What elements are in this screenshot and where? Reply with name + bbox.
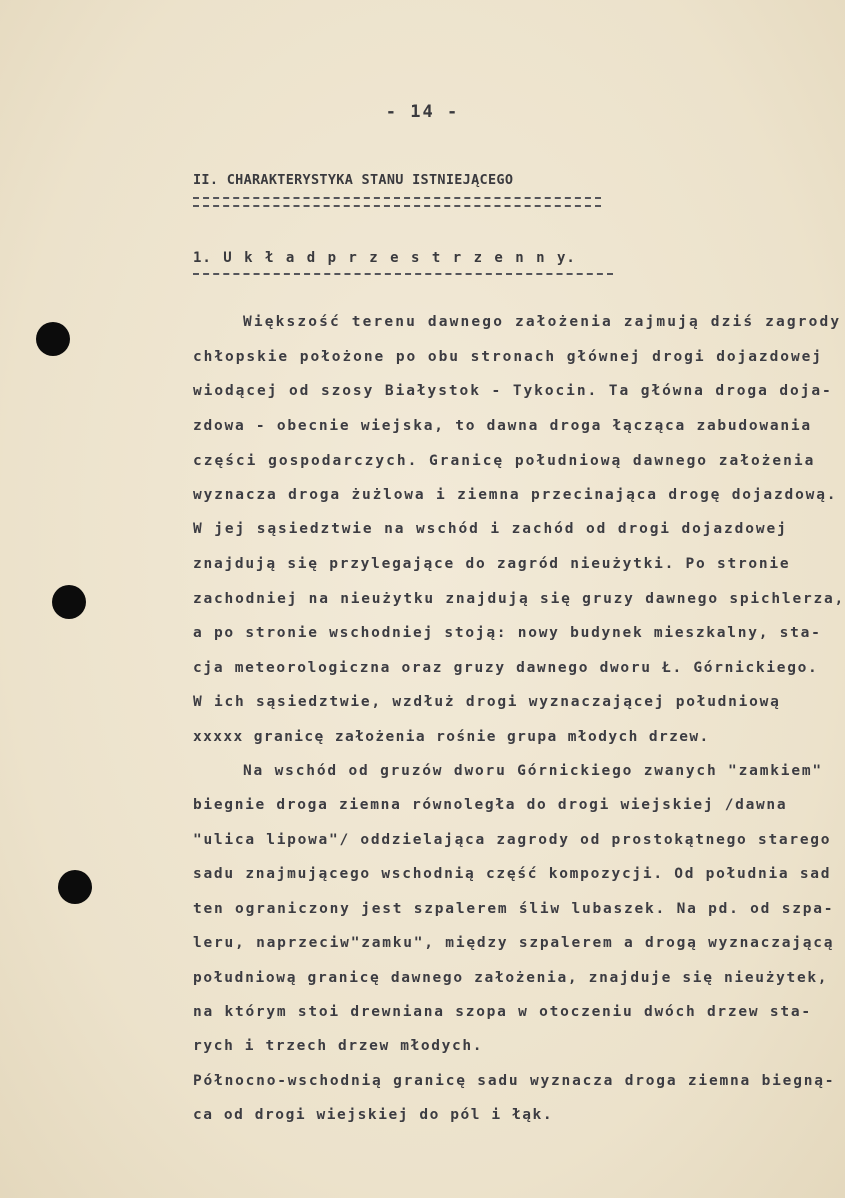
body-line: leru, naprzeciw"zamku", między szpalerem a drogą wyznaczającą xyxy=(193,935,835,951)
body-line: południową granicę dawnego założenia, znajduje się nieużytek, xyxy=(193,970,829,986)
binder-hole-top xyxy=(36,322,70,356)
chapter-title: II. CHARAKTERYSTYKA STANU ISTNIEJĄCEGO xyxy=(193,172,514,188)
body-line: W jej sąsiedztwie na wschód i zachód od drogi dojazdowej xyxy=(193,521,788,537)
body-line: wyznacza droga żużlowa i ziemna przecinająca drogę dojazdową. xyxy=(193,487,838,503)
binder-hole-middle xyxy=(52,585,86,619)
body-line: zachodniej na nieużytku znajdują się gruzy dawnego spichlerza, xyxy=(193,591,845,607)
body-line: "ulica lipowa"/ oddzielająca zagrody od prostokątnego starego xyxy=(193,832,832,848)
page-number: - 14 - xyxy=(385,102,460,122)
body-line: chłopskie położone po obu stronach głównej drogi dojazdowej xyxy=(193,349,823,365)
body-line: Północno-wschodnią granicę sadu wyznacza droga ziemna biegną- xyxy=(193,1073,836,1089)
body-line: biegnie droga ziemna równoległa do drogi wiejskiej /dawna xyxy=(193,797,788,813)
body-line: części gospodarczych. Granicę południową dawnego założenia xyxy=(193,453,816,469)
body-line: Większość terenu dawnego założenia zajmują dziś zagrody xyxy=(243,314,842,330)
body-line: cja meteorologiczna oraz gruzy dawnego dworu Ł. Górnickiego. xyxy=(193,660,819,676)
section-title-underline xyxy=(193,273,613,275)
body-line: xxxxx granicę założenia rośnie grupa młodych drzew. xyxy=(193,729,710,745)
body-line: zdowa - obecnie wiejska, to dawna droga łącząca zabudowania xyxy=(193,418,812,434)
body-line: ten ograniczony jest szpalerem śliw lubaszek. Na pd. od szpa- xyxy=(193,901,835,917)
chapter-title-double-underline xyxy=(193,197,601,207)
body-line: ca od drogi wiejskiej do pól i łąk. xyxy=(193,1107,554,1123)
body-line: wiodącej od szosy Białystok - Tykocin. Ta główna droga doja- xyxy=(193,383,833,399)
body-line: na którym stoi drewniana szopa w otoczeniu dwóch drzew sta- xyxy=(193,1004,812,1020)
section-title: 1. U k ł a d p r z e s t r z e n n y. xyxy=(193,250,576,266)
body-line: rych i trzech drzew młodych. xyxy=(193,1038,484,1054)
body-line: Na wschód od gruzów dworu Górnickiego zwanych "zamkiem" xyxy=(243,763,823,779)
binder-hole-bottom xyxy=(58,870,92,904)
body-line: sadu znajmującego wschodnią część kompozycji. Od południa sad xyxy=(193,866,832,882)
body-line: a po stronie wschodniej stoją: nowy budynek mieszkalny, sta- xyxy=(193,625,822,641)
body-line: W ich sąsiedztwie, wzdłuż drogi wyznaczającej południową xyxy=(193,694,781,710)
body-line: znajdują się przylegające do zagród nieużytki. Po stronie xyxy=(193,556,791,572)
